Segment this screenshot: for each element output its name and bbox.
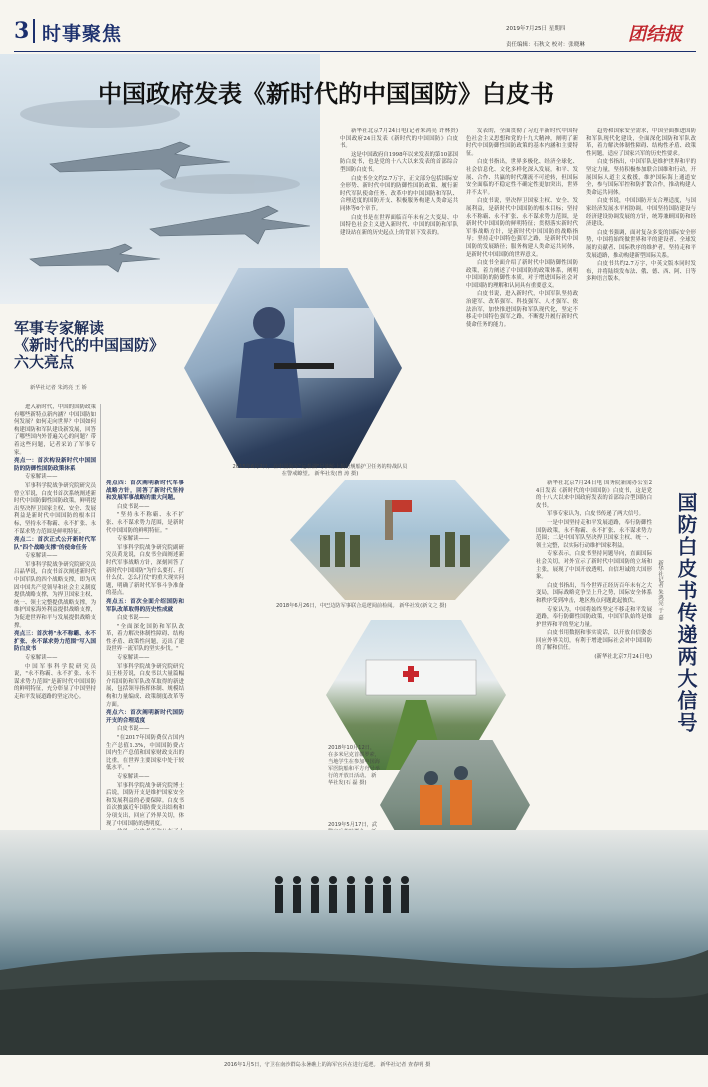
lead-para: 白皮书说，进入新时代，中国军队坚持政治建军、改革强军、科技强军、人才强军、依法治军，加快推进国防和军队现代化，坚定不移走中国特色强军之路，不断提升履行新时代使命任务的能力。 — [466, 291, 578, 328]
lead-article-col3 — [586, 128, 696, 448]
mid-para: 军事科学院战争研究院副研究员黄龙说，白皮书全面阐述新时代军事战略方针，深刻回答了新时代中国国防"为什么要打、打什么仗、怎么打仗"的重大现实问题，明确了新时代军事斗争准备的基点。 — [106, 544, 184, 597]
mid-para: 白皮书说—— — [117, 726, 150, 733]
lead-para: 白皮书指出，中国军队是维护世界和平的坚定力量，坚持积极参加联合国维和行动，开展国际人道主义救援，维护国际海上通道安全，参与国际军控和防扩散合作，推动构建人类命运共同体。 — [586, 159, 696, 196]
right-para: 白皮书用数据和事实说话，以开放自信姿态回应外界关切，有利于增进国际社会对中国国防的了解和信任。 — [536, 630, 652, 652]
sidebar-subhead: 亮点一：首次构设新时代中国国防的防御性国防政策体系 — [14, 458, 96, 472]
lead-article-col2 — [466, 128, 578, 448]
header-rule — [14, 51, 696, 52]
mid-para: "全面深化国防和军队改革，着力解决体制性障碍、结构性矛盾、政策性问题，迈出了建设世界一流军队的坚实步伐。" — [106, 623, 184, 653]
sidebar-title-line: 《新时代的中国国防》 — [14, 336, 165, 354]
sidebar-article-body — [14, 404, 96, 894]
right-article-body — [536, 480, 652, 880]
sidebar-para: 军事科学院战争研究院研究员曾立军说，白皮书首次系统阐述新时代中国防御性国防政策，鲜明提出坚决捍卫国家主权、安全、发展利益是新时代中国国防的根本目标，坚持永不称霸、永不扩张、永不谋求势力范围是鲜明特征。 — [14, 482, 96, 535]
sidebar-subhead: 亮点三：首次将"永不称霸、永不扩张、永不谋求势力范围"写入国防白皮书 — [14, 631, 96, 653]
lead-para: 这是中国政府自1998年以来发表的第10部国防白皮书，也是党的十八大以来发表的首部综合型国防白皮书。 — [340, 151, 458, 173]
lead-para: 白皮书说，中国国防开支合理适度，与国家经济发展水平相协调。中国坚持国防建设与经济建设协调发展的方针，统筹兼顾国防和经济建设。 — [586, 198, 696, 228]
sidebar-byline: 新华社记者 朱鸿亮 王 娇 — [30, 385, 87, 391]
mid-para: "坚持永不称霸、永不扩张、永不谋求势力范围，是新时代中国国防的鲜明特征。" — [106, 512, 184, 534]
vertical-headline — [672, 492, 696, 734]
sidebar-title-line: 六大亮点 — [14, 353, 75, 371]
masthead-logo: 团结报 — [628, 24, 682, 45]
right-para: 军事专家认为，白皮书传递了两大信号。 — [547, 511, 645, 518]
vertical-byline: 新华社记者 朱鸿亮 于 嘉 — [657, 560, 663, 621]
mid-para: 白皮书说—— — [117, 503, 150, 510]
right-para: 专家认为，中国将始终坚定不移走和平发展道路，奉行防御性国防政策，中国军队始终是维护世界和平的坚定力量。 — [536, 606, 652, 628]
parade-photo-caption: 2018年6月26日，中巴边防军事联合巡逻阅前检阅。 新华社发(新文之 摄) — [276, 603, 447, 609]
mid-subhead: 亮点五：首次全面介绍国防和军队改革取得的历史性成就 — [106, 598, 184, 613]
sidebar-title — [14, 320, 184, 371]
lead-para: 白皮书是在世界面临百年未有之大变局、中国特色社会主义进入新时代、中国的国防和军队建设站在新的历史起点上的背景下发表的。 — [340, 214, 458, 236]
sidebar-subhead: 亮点二：首次正式公开新时代军队"四个战略支撑"的使命任务 — [14, 537, 96, 551]
lead-para: 白皮书全文约2.7万字，正文部分包括国际安全形势、新时代中国的防御性国防政策、履行新时代军队使命任务、改革中的中国国防和军队、合理适度的国防开支、积极服务构建人类命运共同体等6个章节。 — [340, 175, 458, 212]
mid-para: 专家解读—— — [117, 773, 150, 780]
right-para: 白皮书指出，当今世界正经历百年未有之大变局，国际战略竞争呈上升之势，国际安全体系和秩序受到冲击，地区热点问题此起彼伏。 — [536, 582, 652, 604]
sidebar-para: 专家解读—— — [25, 474, 58, 481]
right-para: 一是中国坚持走和平发展道路，奉行防御性国防政策，永不称霸、永不扩张、永不谋求势力范围；二是中国军队坚决捍卫国家主权、统一、领土完整，以实际行动维护国家利益。 — [536, 519, 652, 549]
editor-line: 责任编辑：石秋文 校对：张晓琳 — [506, 42, 585, 48]
right-para: 新华社北京7月24日电 国务院新闻办公室24日发表《新时代的中国国防》白皮书，这是党的十八大以来中国政府发表的首部综合型国防白皮书。 — [536, 480, 652, 509]
lead-para: 白皮书全面介绍了新时代中国防御性国防政策，着力阐述了中国国防的政策体系，阐明中国国防的防御性本质，对于增进国际社会对中国国防的理解和认同具有重要意义。 — [466, 260, 578, 289]
beach-patrol-illustration — [0, 830, 708, 1055]
sidebar-title-line: 军事专家解读 — [14, 319, 105, 337]
main-headline: 中国政府发表《新时代的中国国防》白皮书 — [98, 80, 554, 108]
lead-para: 白皮书说，坚决捍卫国家主权、安全、发展利益，是新时代中国国防的根本目标；坚持永不称霸、永不扩张、永不谋求势力范围，是新时代中国国防的鲜明特征；贯彻落实新时代军事战略方针，是新时代中国国防的战略指导；坚持走中国特色强军之路，是新时代中国国防的发展路径；服务构建人类命运共同体，是新时代中国国防的世界意义。 — [466, 198, 578, 258]
page-number: 3 — [14, 18, 30, 44]
lead-para: 白皮书强调，面对复杂多变的国际安全形势，中国将始终做世界和平的建设者、全球发展的贡献者、国际秩序的维护者，坚持走和平发展道路，推动构建新型国际关系。 — [586, 229, 696, 259]
troops-illustration — [290, 480, 510, 600]
lead-para: 白皮书指出，世界多极化、经济全球化、社会信息化、文化多样化深入发展，和平、发展、合作、共赢的时代潮流不可逆转，但国际安全面临的不稳定性不确定性更加突出，世界并不太平。 — [466, 159, 578, 196]
mid-para: 军事科学院战争研究院博士后说，国防开支是维护国家安全和发展利益的必要保障。白皮书首次披露近年国防费支出结构和分项支出，回应了外界关切，体现了中国国防的透明度。 — [106, 782, 184, 827]
bottom-photo-caption: 2016年1月5日，守卫在南沙群岛永暑礁上的海军官兵在进行巡逻。 新华社记者 查春明 摄 — [224, 1062, 431, 1068]
sidebar-para: 军事科学院战争研究院研究员吕晶华说，白皮书首次阐述新时代中国军队的四个战略支撑，即为巩固中国共产党领导和社会主义制度提供战略支撑，为捍卫国家主权、统一、领土完整提供战略支撑，为维护国家海外利益提供战略支撑，为促进世界和平与发展提供战略支撑。 — [14, 561, 96, 629]
mid-para: 白皮书说—— — [117, 615, 150, 622]
column-divider — [100, 404, 101, 894]
mid-subhead: 亮点四：首次阐明新时代军事战略方针，回答了新时代坚持和发展军事战略的重大问题。 — [106, 480, 184, 502]
ship-photo-caption: 2018年10月12日，在多米尼克首都罗索，当地学生在参加中国海军医院船和平方舟号举行的开放日活动。 新华社发(石 磊 摄) — [328, 745, 380, 786]
section-divider — [33, 19, 35, 43]
right-para: 专家表示，白皮书坚持问题导向，直面国际社会关切，对外宣示了新时代中国国防的立场和主张，展现了中国开放透明、自信坦诚的大国形象。 — [536, 551, 652, 581]
lead-para: 白皮书共约2.7万字，中英文版本同时发布，并将陆续发布法、俄、德、西、阿、日等多种语言版本。 — [586, 261, 696, 283]
mid-subhead: 亮点六：首次阐明新时代国防开支的合理适度 — [106, 710, 184, 724]
lead-para: 趋势和国家安全需求，中国全面推进国防和军队现代化建设，全面深化国防和军队改革，着力解决体制性障碍、结构性矛盾、政策性问题，适应了国家兴军的历史性要求。 — [586, 128, 696, 157]
lead-para: 发表的，全面贯彻了习近平新时代中国特色社会主义思想和党的十九大精神，阐明了新时代中国防御性国防政策的基本内涵和主要特征。 — [466, 128, 578, 157]
date-line: 2019年7月25日 星期四 — [506, 26, 566, 32]
page-header — [0, 0, 708, 50]
sidebar-para: 专家解读—— — [25, 553, 58, 560]
sidebar-para: 进入新时代，中国的国防政策有哪些新特点新内涵？中国国防如何发展？如何走向世界？中国如何构建国防和军队建设新发展，回答了哪些国内外普遍关心的问题？带着这些问题，记者采访了军事专家。 — [14, 404, 96, 456]
lead-para: 新华社北京7月24日电(记者朱鸿亮 许林贵)中国政府24日发表《新时代的中国国防》白皮书。 — [340, 128, 458, 150]
mid-para: 专家解读—— — [117, 655, 150, 662]
sidebar-para: 中国军事科学院研究员说，"永不称霸、永不扩张、永不谋求势力范围"是新时代中国国防的鲜明特征，充分彰显了中国坚持走和平发展道路的坚定决心。 — [14, 663, 96, 700]
mid-article-body — [106, 480, 184, 890]
right-para: (新华社北京7月24日电) — [594, 654, 652, 661]
hex-photo-caption: 2015年6月2日，在中国海军"远泰湖"号油轮上执行舰船护卫任务的特战队员在警戒瞭望。 新华社发(曾 涛 摄) — [232, 464, 408, 477]
mid-para: "在2017年国防费仅占国内生产总值1.3%，中国国防费占国内生产总值和国家财政支出的比重，在世界主要国家中处于较低水平。" — [106, 735, 184, 772]
island-patrol-photo — [0, 830, 708, 1055]
vertical-headline-text: 国防白皮书传递两大信号 — [674, 492, 698, 734]
rescue-photo-caption: 2019年5月17日，武 — [328, 822, 378, 828]
parade-hexagon-photo — [290, 480, 510, 600]
mid-para: 专家解读—— — [117, 536, 150, 543]
mid-para: 军事科学院战争研究院研究员王桂芳说，白皮书以大量篇幅介绍国防和军队改革取得的新进展，包括领导指挥体制、规模结构和力量编成、政策制度改革等方面。 — [106, 663, 184, 708]
section-title: 时事聚焦 — [42, 23, 123, 45]
sidebar-para: 专家解读—— — [25, 655, 58, 661]
